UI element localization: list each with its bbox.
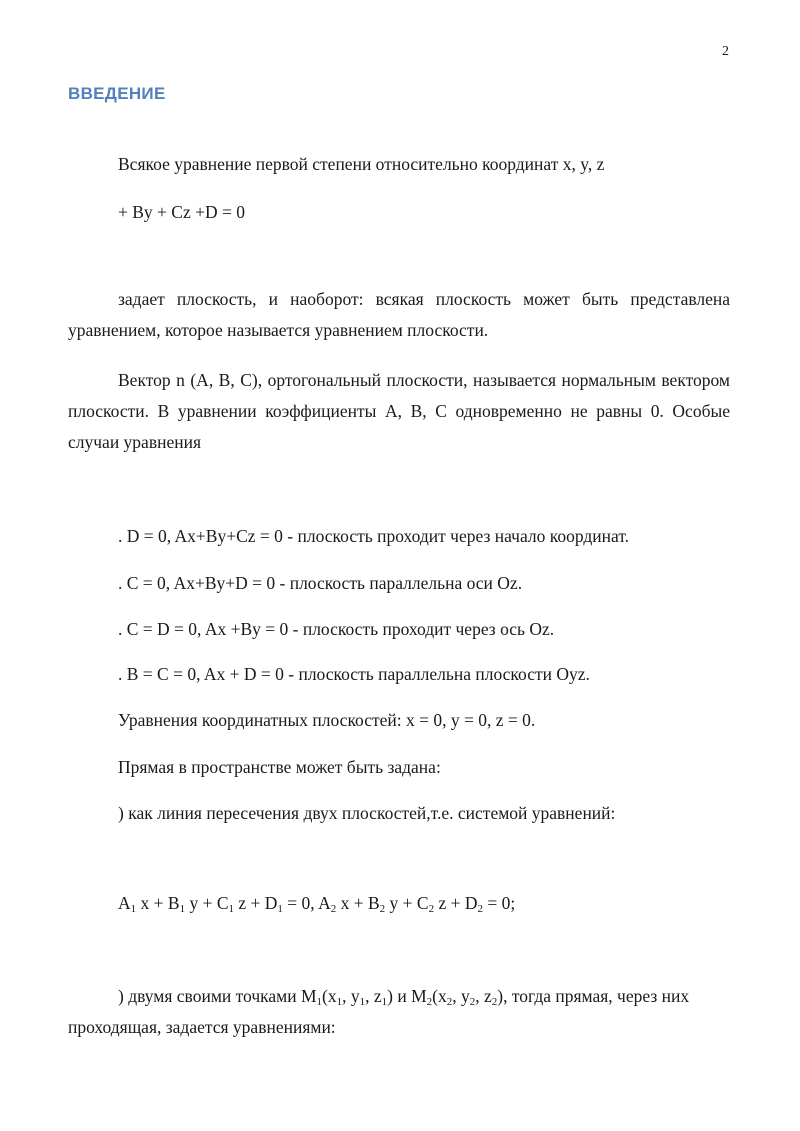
special-case-2: . C = 0, Ax+By+D = 0 - плоскость параллельна оси Oz. (118, 573, 523, 593)
special-case-4: . B = C = 0, Ax + D = 0 - плоскость параллельна плоскости Oyz. (118, 664, 590, 684)
paragraph-normal-vector: Вектор n (A, B, C), ортогональный плоскости, называется нормальным вектором плоскости. В уравнении коэффициенты A, B, C одновременно не равны 0. Особые случаи уравнения (68, 370, 730, 452)
item-2-continuation: проходящая, задается уравнениями: (68, 1017, 336, 1037)
system-equation: $A_1$ $x + B_1$ $y + C_1$ $z + D_1 = 0$, $A_2$ $x + B_2$ $y + C_2$ $z + D_2 = 0$; (118, 893, 516, 915)
plane-equation: + By + Cz +D = 0 (118, 202, 245, 222)
page-number: 2 (722, 44, 729, 59)
special-case-1: . D = 0, Ax+By+Cz = 0 - плоскость проходит через начало координат. (118, 526, 630, 546)
section-heading: ВВЕДЕНИЕ (68, 84, 166, 103)
intro-line: Всякое уравнение первой степени относительно координат x, y, z (118, 154, 605, 174)
line-given-line: Прямая в пространстве может быть задана: (118, 757, 441, 777)
coordinate-planes-line: Уравнения координатных плоскостей: x = 0, y = 0, z = 0. (118, 710, 536, 730)
item-2-line: ) двумя своими точками $M_1(x_1$, $y_1$, $z_1$) и $M_2(x_2$, $y_2$, $z_2$), тогда прямая, через них (118, 986, 690, 1008)
item-1-line: ) как линия пересечения двух плоскостей,т.е. системой уравнений: (118, 803, 616, 823)
special-case-3: . C = D = 0, Ax +By = 0 - плоскость проходит через ось Oz. (118, 619, 555, 639)
paragraph-plane-definition: задает плоскость, и наоборот: всякая плоскость может быть представлена уравнением, которое называется уравнением плоскости. (68, 289, 730, 340)
